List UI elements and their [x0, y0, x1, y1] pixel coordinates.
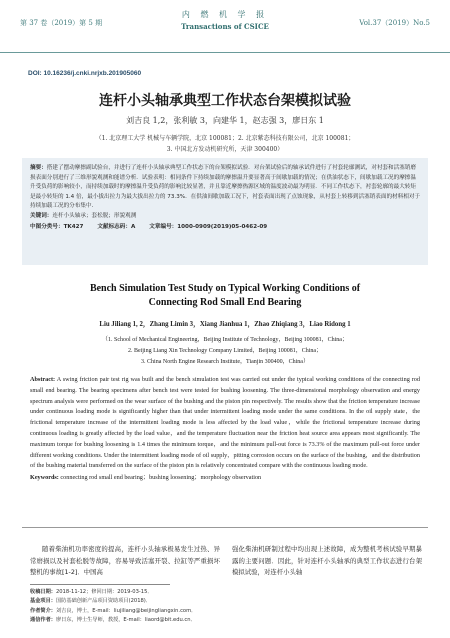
keywords-cn-text: 连杆小头轴承；套松脱；形貌观测 — [52, 212, 137, 219]
paper-title-en-line: Connecting Rod Small End Bearing — [148, 297, 302, 308]
document-code: 文献标志码：A — [97, 223, 136, 230]
journal-header — [0, 0, 450, 53]
footnote-rule — [30, 584, 170, 585]
keywords-en-text: connecting rod small end bearing；bushing loosening；morphology observation — [60, 474, 262, 482]
article-id: 文章编号：1000-0909(2019)05-0462-09 — [149, 223, 268, 230]
footnote-funding — [30, 597, 390, 606]
footnote-label: 基金项目： — [30, 598, 56, 605]
abstract-cn — [30, 164, 420, 212]
abstract-en — [30, 375, 420, 484]
footnote-text: 国防基础创新产品项目资助项目(2018)． — [55, 598, 152, 605]
abstract-cn-label: 摘要： — [30, 165, 47, 171]
affiliation-en-line: 2. Beijing Liang Xin Technology Company Limited，Beijing 100081，China； — [127, 348, 323, 354]
doi-link[interactable]: DOI: 10.16236/j.cnki.nrjxb.201905060 — [28, 70, 142, 77]
footnote-corresponding — [30, 616, 390, 625]
footnote-label: 通信作者： — [30, 617, 56, 624]
issue-label-en: Vol.37（2019）No.5 — [359, 19, 430, 27]
paper-title-en-line: Bench Simulation Test Study on Typical Working Conditions of — [89, 283, 361, 294]
footnote-label: 收稿日期： — [30, 589, 56, 595]
footnote-text: 2018-11-12；修回日期：2019-03-15． — [55, 589, 153, 595]
footnote-text: 廖日东，博士生导师，教授，E-mail：liaord@bit.edu.cn． — [55, 617, 196, 624]
affiliation-en-line: 3. China North Engine Research Institute，Tianjin 300400，China） — [141, 359, 309, 365]
clc-number: 中图分类号：TK427 — [30, 223, 84, 230]
affiliation-cn-line: 3. 中国北方发动机研究所，天津 300400） — [166, 146, 284, 153]
abstract-cn-box — [22, 158, 428, 265]
footnote-author — [30, 607, 390, 616]
authors-en: Liu Jiliang 1, 2，Zhang Limin 3，Xiang Jianhua 1，Zhao Zhiqiang 3，Liao Ridong 1 — [99, 321, 351, 328]
authors-cn: 刘吉良 1,2，张利敏 3，向建华 1，赵志强 3，廖日东 1 — [126, 116, 324, 125]
body-text-left-column: 随着柴油机功率密度的提高，连杆小头轴承极易发生过热、异常磨损以及衬套松脱等故障，容易导致活塞开裂、拉缸等严重损坏整机的事故[1-2]．中国高 — [30, 545, 220, 576]
paper-title-en — [0, 282, 450, 310]
footnote-text: 刘吉良，博士，E-mail：liujiliang@beijingliangxin.com． — [55, 607, 197, 614]
section-divider — [22, 527, 428, 528]
abstract-en-text: A swing friction pair test rig was built and the bench simulation test was carried out under the typical working conditions of the connecting rod small end bearing. The bearing specimens after bench test were tested for bushing loosening. The three-dimensional morphology observation and energy spectrum analysis were performed on the wear surface of the bushing and the piston pin respectively. The results show that the friction temperature increase under continuous loading mode is significantly higher than that under intermittent loading mode under the same conditions. In the oil supply state，the frictional temperature increase of the intermittent loading mode is less affected by the load value，while the frictional temperature increase during continuous loading is greatly affected by the load value，and the temperature fluctuation near the friction heat source area appears most significantly. The maximum torque for bushing loosening is 1.4 times the minimum torque，and the minimum pull-out force is 73.3% of the maximum pull-out force under different working conditions. Under the intermittent loading mode of oil supply，pitting corrosion occurs on the surface of the bushing，and the distribution of the bushing material transferred on the surface of the piston pin is relatively concentrated compare with the continuous loading mode. — [30, 376, 420, 470]
footnote-label: 作者简介： — [30, 607, 56, 614]
affiliation-cn-line: （1. 北京理工大学 机械与车辆学院，北京 100081；2. 北京紫态科技有限公司，北京 100081； — [95, 135, 355, 142]
body-text-right-column: 强化柴油机研制过程中均出现上述故障，成为整机考核试验早期暴露的主要问题．因此，针对连杆小头轴承的典型工作状态进行台架模拟试验，对连杆小头轴 — [232, 545, 422, 576]
footnotes — [30, 588, 390, 626]
classification-row — [30, 223, 420, 233]
abstract-en-label: Abstract: — [30, 376, 56, 383]
journal-title-en: Transactions of CSICE — [181, 22, 269, 31]
keywords-cn — [30, 212, 420, 222]
abstract-en-body — [30, 375, 420, 472]
abstract-cn-text: 搭建了摆动摩擦副试验台，并进行了连杆小头轴承典型工作状态下的台架模拟试验．对台架试验后的轴承试件进行了衬套轮廓测试，对衬套和活塞销磨损表面分别进行了三维形貌观测和能谱分析．试验表明：相同条件下持续加载的摩擦温升要显著高于间歇加载的情况；在供油状态下，间歇加载工况的摩擦温升受负荷的影响较小，而持续加载时的摩擦温升受负荷的影响比较显著，并且靠近摩擦热源区域的温度波动最为明显．不同工作状态下，衬套轮廓的最大转矩是最小转矩的 1.4 倍，最小拔出拉力为最大拔出拉力的 73.3%．在供油间歇加载工况下，衬套表面出现了点蚀现象，从衬套上转移到活塞销表面的材料相对于持续加载工况的分布集中． — [30, 165, 421, 210]
issue-label-cn: 第 37 卷（2019）第 5 期 — [20, 19, 103, 27]
footnote-received — [30, 588, 390, 597]
keywords-en — [30, 473, 420, 484]
journal-title-cn: 内 燃 机 学 报 — [181, 10, 269, 19]
paper-title-cn: 连杆小头轴承典型工作状态台架模拟试验 — [99, 93, 351, 109]
affiliation-en-line: （1. School of Mechanical Engineering，Beijing Institute of Technology，Beijing 100081，China； — [102, 337, 348, 343]
keywords-cn-label: 关键词： — [30, 212, 53, 219]
keywords-en-label: Keywords: — [30, 474, 59, 482]
